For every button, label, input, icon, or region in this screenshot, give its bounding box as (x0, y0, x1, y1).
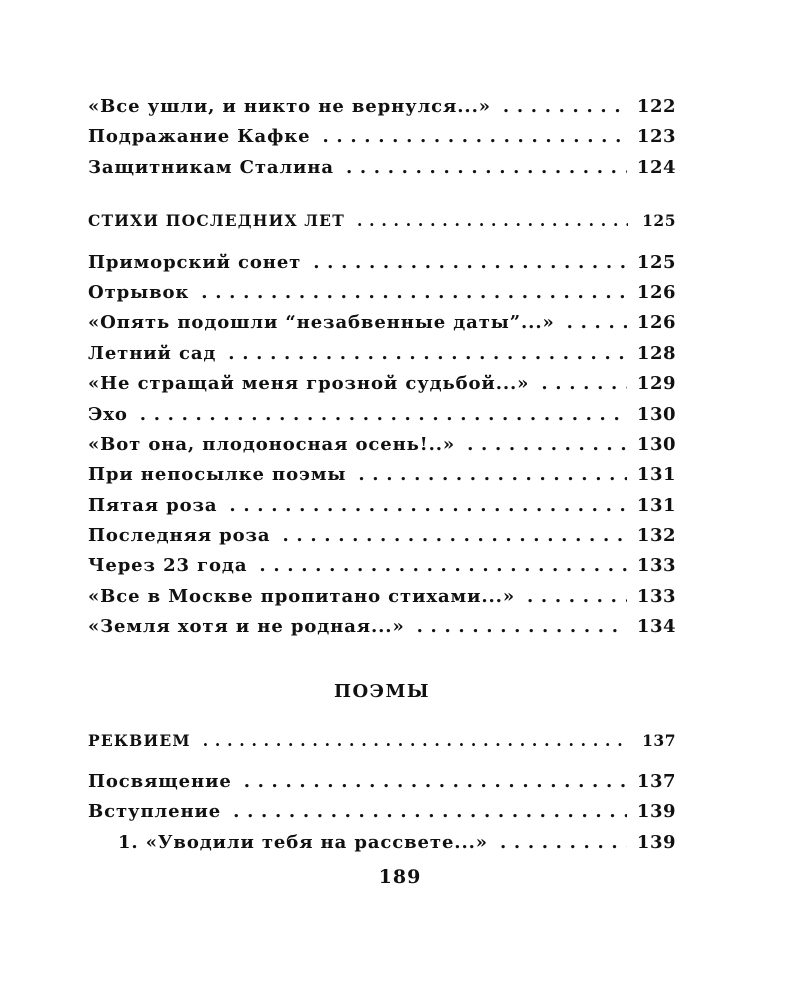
toc-entry-title: Приморский сонет (88, 251, 302, 273)
toc-leader-dots (567, 312, 627, 333)
part-heading: ПОЭМЫ (333, 680, 431, 702)
toc-entry-title: Посвящение (88, 771, 232, 793)
toc-entry (88, 373, 676, 403)
toc-section-page: 137 (642, 730, 676, 750)
toc-entry-page: 126 (636, 312, 676, 334)
toc-entry-title: Эхо (88, 403, 128, 425)
toc-section-title: СТИХИ ПОСЛЕДНИХ ЛЕТ (88, 211, 345, 231)
toc-entry-page: 131 (636, 494, 676, 516)
toc-section (88, 731, 676, 761)
toc-entry (88, 96, 676, 126)
toc-leader-dots (244, 771, 627, 792)
toc-leader-dots (259, 555, 627, 576)
spacer (88, 242, 676, 252)
toc-entry-page: 123 (636, 126, 676, 148)
toc-leader-dots (322, 126, 626, 147)
toc-entry-title: Через 23 года (88, 555, 248, 577)
toc-leader-dots (467, 434, 627, 455)
toc-section-title: РЕКВИЕМ (88, 730, 191, 750)
toc-entry (88, 343, 676, 373)
toc-leader-dots (203, 731, 628, 750)
toc-entry-page: 139 (636, 801, 676, 823)
toc-entry-title: Летний сад (88, 342, 217, 364)
toc-leader-dots (282, 525, 626, 546)
toc-section (88, 211, 676, 241)
toc-entry (88, 404, 676, 434)
toc-leader-dots (527, 586, 627, 607)
toc-entry-title: 1. «Уводили тебя на рассвете...» (118, 831, 488, 853)
toc-entry-page: 126 (636, 281, 676, 303)
toc-entry-title: Последняя роза (88, 525, 271, 547)
toc-entry-title: «Опять подошли “незабвенные даты”...» (88, 312, 555, 334)
toc-entry (88, 126, 676, 156)
toc-leader-dots (346, 157, 627, 178)
toc-entry-page: 130 (636, 403, 676, 425)
toc-entry-page: 133 (636, 585, 676, 607)
toc-entry (88, 616, 676, 646)
toc-section-page: 125 (642, 211, 676, 231)
toc-entry-title: Пятая роза (88, 494, 218, 516)
toc-leader-dots (500, 832, 627, 853)
toc-entry (88, 525, 676, 555)
toc-entry-title: Отрывок (88, 281, 190, 303)
toc-leader-dots (503, 96, 627, 117)
spacer (88, 761, 676, 771)
toc-entry-page: 122 (636, 96, 676, 117)
toc-entry-page: 137 (636, 771, 676, 793)
toc-entry (88, 434, 676, 464)
toc-entry-title: Вступление (88, 801, 222, 823)
toc-entry-title: «Земля хотя и не родная...» (88, 616, 405, 638)
toc-entry-page: 131 (636, 464, 676, 486)
toc-leader-dots (358, 464, 627, 485)
toc-entry-page: 132 (636, 525, 676, 547)
toc-entry-page: 129 (636, 373, 676, 395)
toc-leader-dots (228, 343, 627, 364)
toc-leader-dots (313, 252, 627, 273)
toc-leader-dots (541, 373, 627, 394)
toc-leader-dots (229, 495, 627, 516)
toc-entry-page: 125 (636, 251, 676, 273)
toc-entry-page: 139 (636, 831, 676, 853)
spacer (88, 647, 676, 677)
toc-entry (88, 586, 676, 616)
toc-entry-page: 134 (636, 616, 676, 638)
toc-entry-title: При непосылке поэмы (88, 464, 347, 486)
toc-entry-page: 133 (636, 555, 676, 577)
spacer (88, 707, 676, 731)
toc-entry-page: 130 (636, 433, 676, 455)
toc-entry (88, 495, 676, 525)
table-of-contents (88, 96, 676, 862)
toc-leader-dots (417, 616, 627, 637)
spacer (88, 187, 676, 211)
toc-entry-title: Защитникам Сталина (88, 156, 334, 178)
toc-leader-dots (201, 282, 627, 303)
toc-leader-dots (357, 211, 628, 230)
toc-entry-title: «Вот она, плодоносная осень!..» (88, 433, 456, 455)
toc-leader-dots (233, 801, 627, 822)
page-number: 189 (378, 866, 422, 888)
toc-entry-page: 128 (636, 342, 676, 364)
toc-entry-title: «Все в Москве пропитано стихами...» (88, 585, 515, 607)
toc-entry (88, 282, 676, 312)
toc-entry (88, 832, 676, 862)
toc-entry (88, 771, 676, 801)
toc-entry (88, 312, 676, 342)
toc-entry-title: «Не стращай меня грозной судьбой...» (88, 373, 530, 395)
toc-entry (88, 801, 676, 831)
toc-entry (88, 252, 676, 282)
toc-entry (88, 464, 676, 494)
toc-entry-page: 124 (636, 156, 676, 178)
toc-entry-title: «Все ушли, и никто не вернулся...» (88, 96, 491, 117)
toc-entry (88, 555, 676, 585)
toc-entry (88, 157, 676, 187)
toc-entry-title: Подражание Кафке (88, 126, 311, 148)
toc-leader-dots (140, 404, 627, 425)
